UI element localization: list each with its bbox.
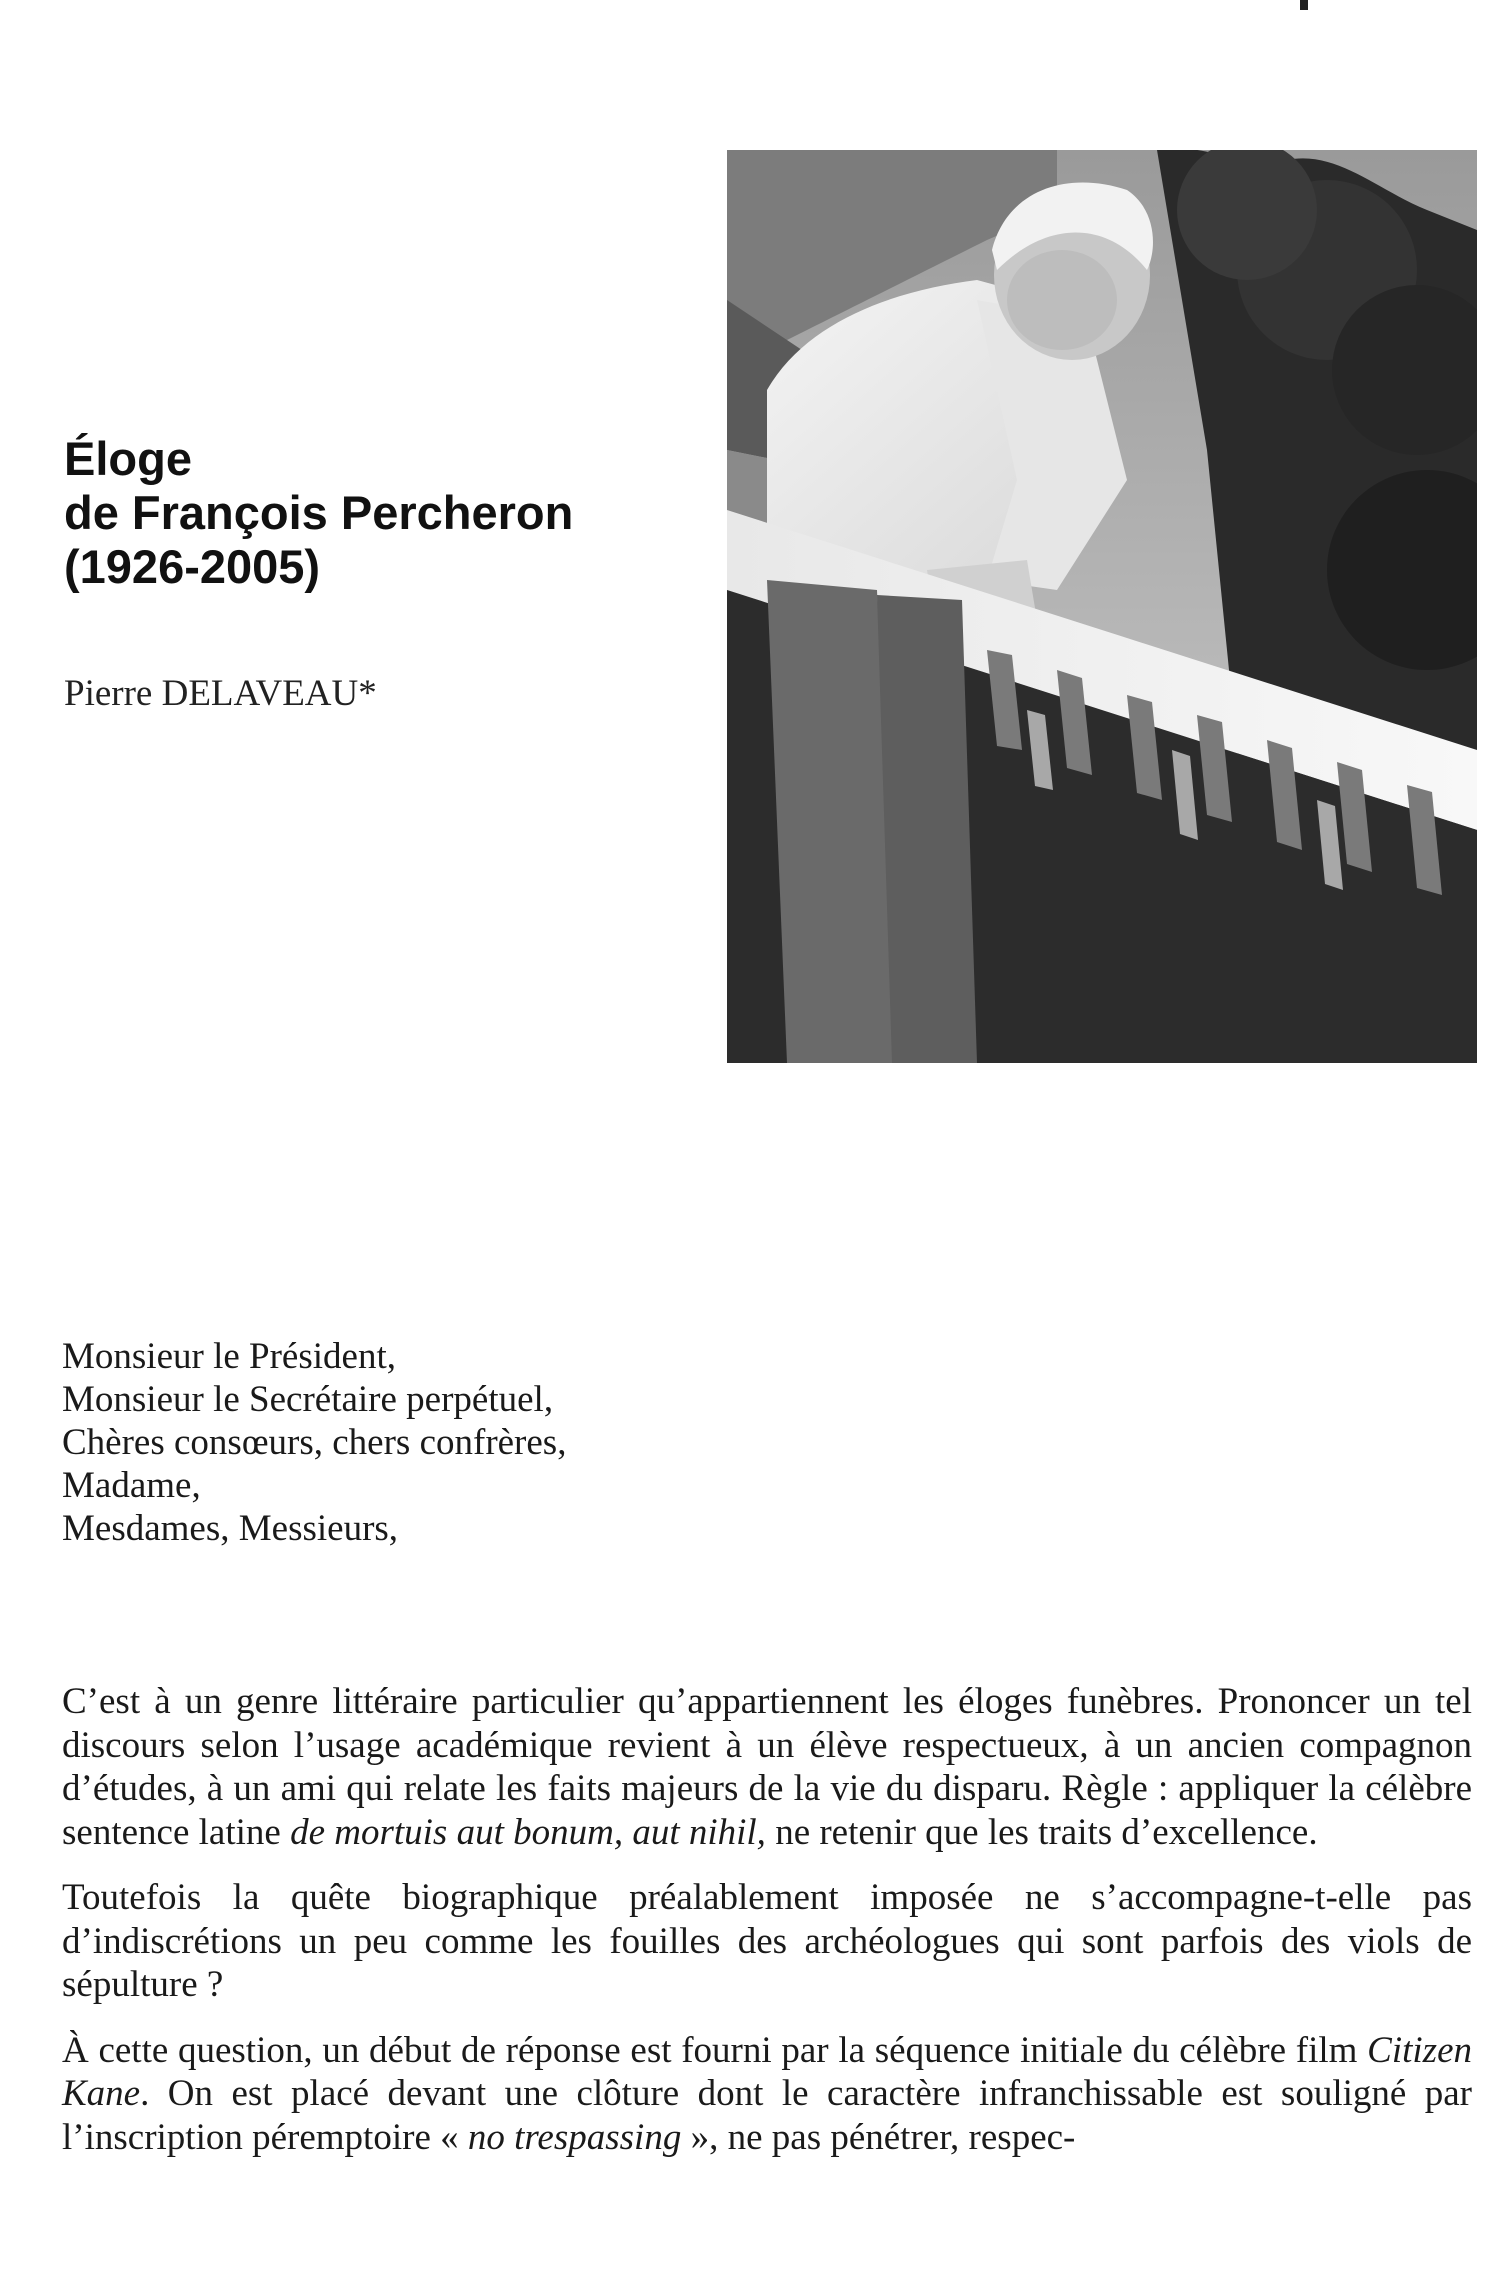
author-name: Pierre DELAVEAU* (64, 673, 377, 714)
salutation-line: Mesdames, Messieurs, (62, 1508, 399, 1549)
body-text (62, 1680, 1472, 2181)
paragraph-3-middle: . On est placé devant une clôture dont le caractère infranchissable est souligné par l’inscription péremptoire « (62, 2073, 1472, 2158)
paragraph-3-end: », ne pas pénétrer, respec- (681, 2116, 1076, 2158)
paragraph-1 (62, 1680, 1472, 1854)
salutation-line: Monsieur le Président, (62, 1336, 396, 1377)
salutation-line: Madame, (62, 1465, 201, 1506)
title-line-1: Éloge (64, 432, 192, 485)
paragraph-1-end: ne retenir que les traits d’excellence. (765, 1811, 1318, 1853)
portrait-photo (727, 150, 1477, 1063)
page-edge-mark (1300, 0, 1308, 10)
film-title: Citizen Kane (62, 2029, 1472, 2114)
inscription-quote: no trespassing (467, 2116, 682, 2158)
paragraph-1-text: C’est à un genre littéraire particulier qu’appartiennent les éloges funèbres. Prononcer un tel discours selon l’usage académique revient à un élève respectueux, à un ancien compagnon d’études, à un ami qui relate les faits majeurs de la vie du disparu. Règle : appliquer la célèbre sentence latine (62, 1681, 1472, 1853)
paragraph-3 (62, 2029, 1472, 2160)
latin-quote: de mortuis aut bonum, aut nihil, (290, 1811, 766, 1853)
portrait-photo-icon (727, 150, 1477, 1063)
title-line-3: (1926-2005) (64, 540, 321, 593)
article-title (64, 432, 684, 594)
salutation-line: Chères consœurs, chers confrères, (62, 1422, 567, 1463)
paragraph-3-text: À cette question, un début de réponse est fourni par la séquence initiale du célèbre film (62, 2029, 1368, 2071)
paragraph-2: Toutefois la quête biographique préalablement imposée ne s’accompagne-t-elle pas d’indiscrétions un peu comme les fouilles des archéologues qui sont parfois des viols de sépulture ? (62, 1877, 1472, 2005)
salutations (62, 1335, 566, 1550)
title-line-2: de François Percheron (64, 486, 574, 539)
salutation-line: Monsieur le Secrétaire perpétuel, (62, 1379, 554, 1420)
